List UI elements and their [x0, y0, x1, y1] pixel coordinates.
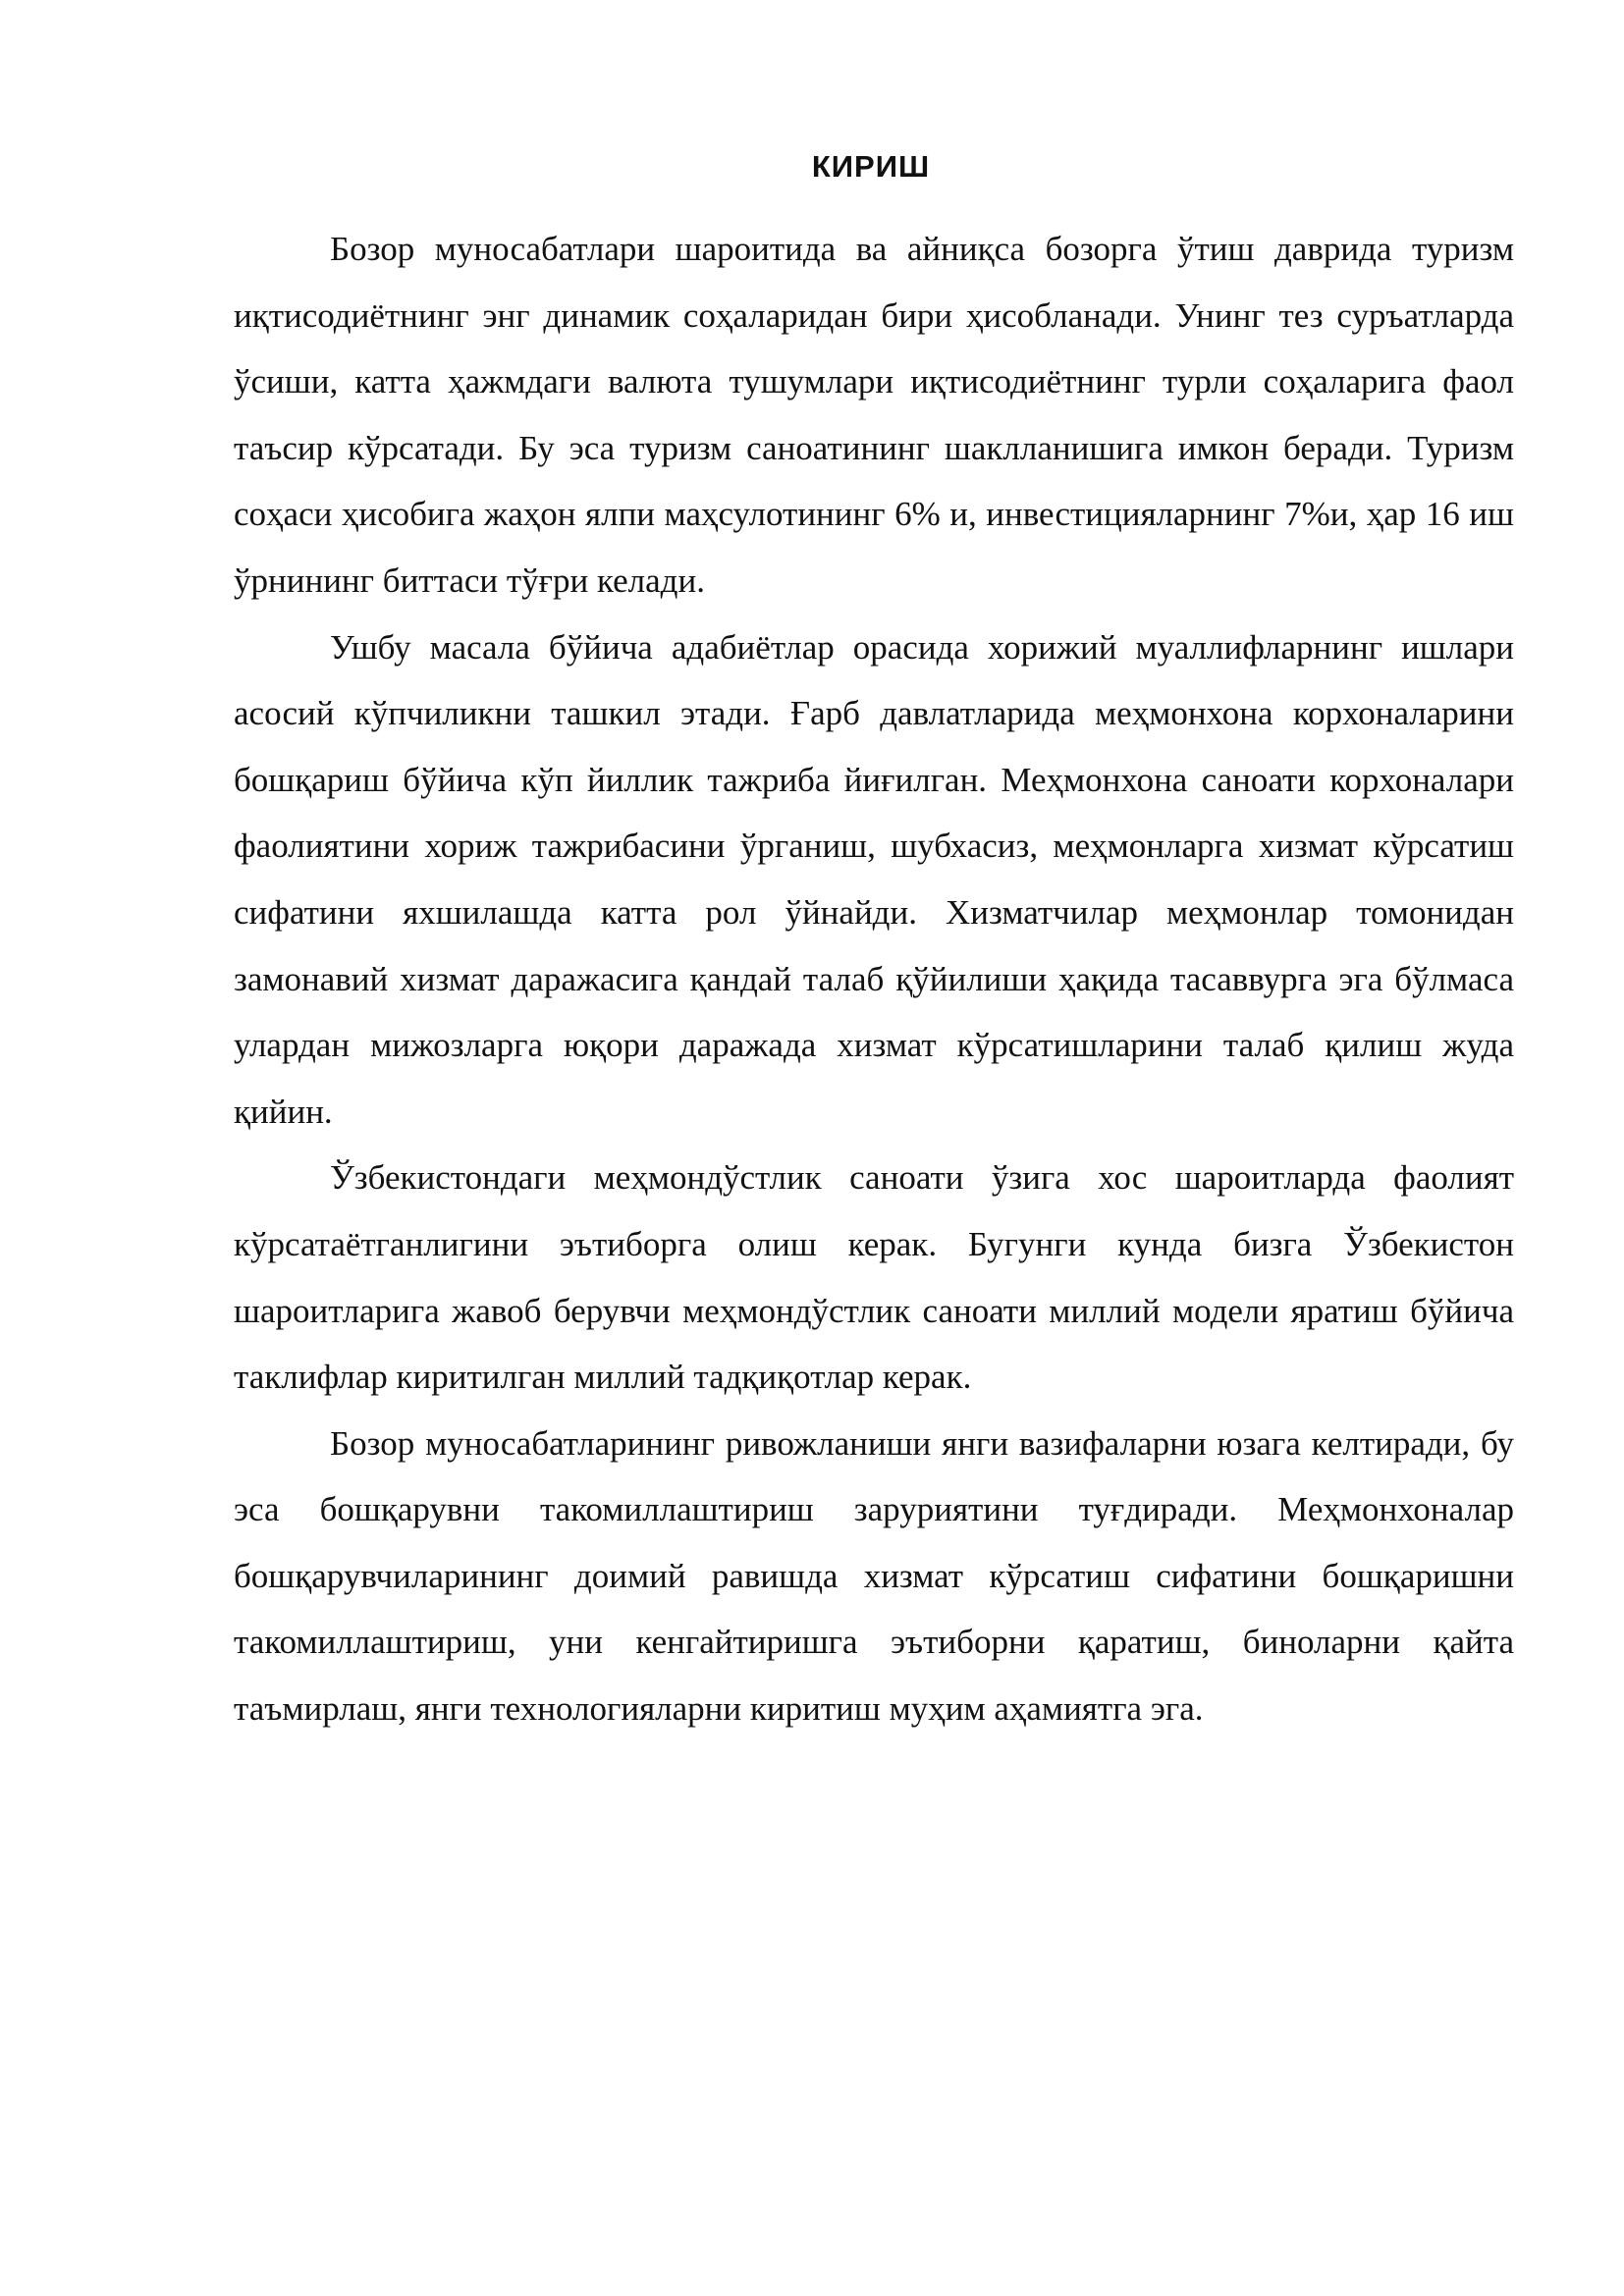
page-title: КИРИШ	[811, 149, 931, 184]
document-body	[234, 216, 1514, 1742]
paragraph-3: Ўзбекистондаги меҳмондўстлик саноати ўзига хос шароитларда фаолият кўрсатаётганлигини эътиборга олиш керак. Бугунги кунда бизга Ўзбекистон шароитларига жавоб берувчи меҳмондўстлик саноати миллий модели яратиш бўйича таклифлар киритилган миллий тадқиқотлар керак.	[234, 1158, 1514, 1397]
paragraph-1: Бозор муносабатлари шароитида ва айниқса бозорга ўтиш даврида туризм иқтисодиётнинг энг динамик соҳаларидан бири ҳисобланади. Унинг тез суръатларда ўсиши, катта ҳажмдаги валюта тушумлари иқтисодиётнинг турли соҳаларига фаол таъсир кўрсатади. Бу эса туризм саноатининг шаклланишига имкон беради. Туризм соҳаси ҳисобига жаҳон ялпи маҳсулотининг 6% и, инвестицияларнинг 7%и, ҳар 16 иш ўрнининг биттаси тўғри келади.	[234, 230, 1514, 600]
paragraph-4: Бозор муносабатларининг ривожланиши янги вазифаларни юзага келтиради, бу эса бошқарувни такомиллаштириш заруриятини туғдиради. Меҳмонхоналар бошқарувчиларининг доимий равишда хизмат кўрсатиш сифатини бошқаришни такомиллаштириш, уни кенгайтиришга эътиборни қаратиш, биноларни қайта таъмирлаш, янги технологияларни киритиш муҳим аҳамиятга эга.	[234, 1423, 1514, 1729]
paragraph-2: Ушбу масала бўйича адабиётлар орасида хорижий муаллифларнинг ишлари асосий кўпчиликни ташкил этади. Ғарб давлатларида меҳмонхона корхоналарини бошқариш бўйича кўп йиллик тажриба йиғилган. Меҳмонхона саноати корхоналари фаолиятини хориж тажрибасини ўрганиш, шубхасиз, меҳмонларга хизмат кўрсатиш сифатини яхшилашда катта рол ўйнайди. Хизматчилар меҳмонлар томонидан замонавий хизмат даражасига қандай талаб қўйилиши ҳақида тасаввурга эга бўлмаса улардан мижозларга юқори даражада хизмат кўрсатишларини талаб қилиш жуда қийин.	[234, 627, 1514, 1131]
